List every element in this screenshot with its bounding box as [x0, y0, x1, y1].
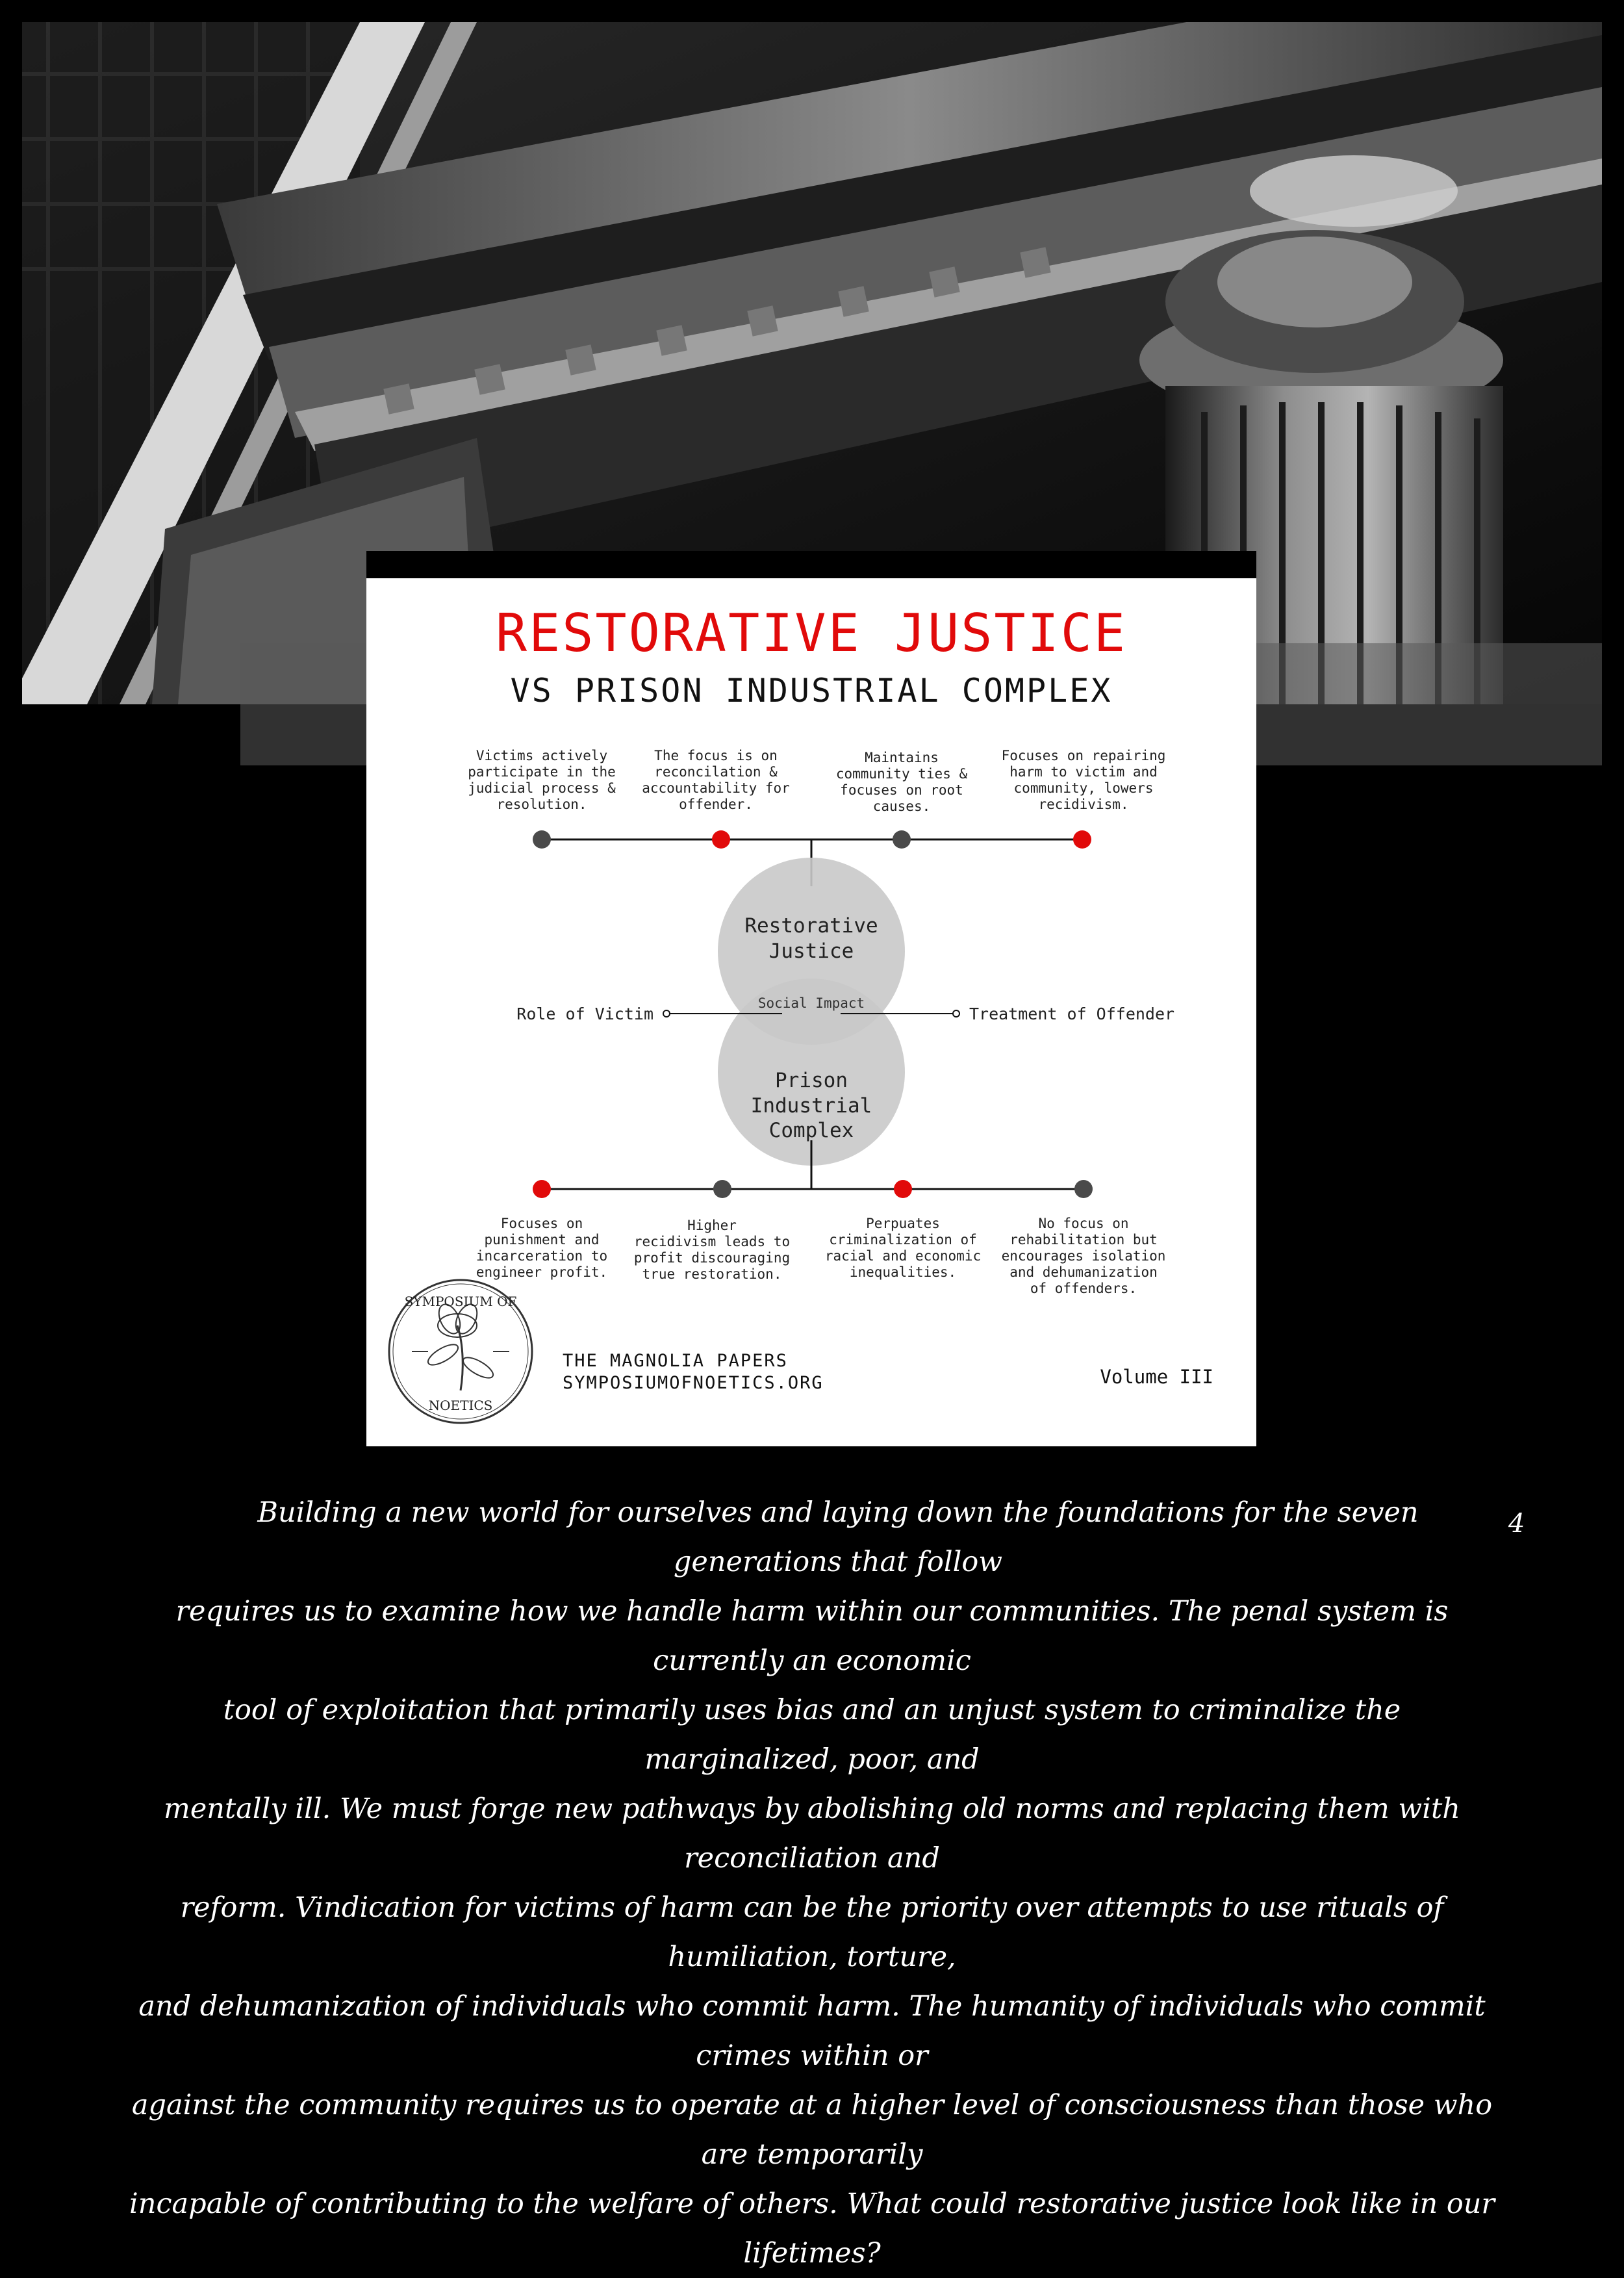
infographic-title: RESTORATIVE JUSTICE	[495, 603, 1128, 663]
top-item-3-line-4: causes.	[872, 799, 931, 814]
role-of-victim-label: Role of Victim	[516, 1005, 653, 1023]
symposium-seal-logo	[389, 1280, 532, 1423]
website-label: SYMPOSIUMOFNOETICS.ORG	[563, 1373, 824, 1393]
bottom-item-4-line-1: No focus on	[1038, 1216, 1129, 1231]
bottom-item-2-line-1: Higher	[687, 1218, 737, 1233]
top-item-4-line-2: harm to victim and	[1009, 764, 1158, 780]
bottom-dot-1	[533, 1180, 551, 1198]
top-item-2-line-1: The focus is on	[654, 748, 778, 763]
body-line: tool of exploitation that primarily uses bias and an unjust system to criminalize the marginalized, poor, and	[223, 1694, 1401, 1776]
circle-top-line-1: Restorative	[744, 914, 878, 938]
bottom-item-4-line-5: of offenders.	[1030, 1281, 1137, 1296]
body-line: incapable of contributing to the welfare of others. What could restorative justice look like in our lifetimes?	[129, 2188, 1495, 2270]
circle-bottom-line-1: Prison	[775, 1069, 848, 1092]
bottom-dot-3	[894, 1180, 912, 1198]
circle-bottom-line-2: Industrial	[750, 1094, 872, 1118]
body-line: Building a new world for ourselves and laying down the foundations for the seven generations that follow	[257, 1496, 1419, 1578]
bottom-item-4-line-2: rehabilitation but	[1009, 1232, 1158, 1248]
top-item-3-line-3: focuses on root	[840, 782, 963, 798]
volume-label: Volume III	[1100, 1366, 1213, 1388]
bottom-dot-2	[713, 1180, 731, 1198]
bottom-item-3-line-4: inequalities.	[849, 1264, 957, 1280]
bottom-item-1-line-4: engineer profit.	[476, 1264, 608, 1280]
bottom-item-4-line-3: encourages isolation	[1001, 1248, 1166, 1264]
body-line: against the community requires us to operate at a higher level of consciousness than those who are temporarily	[131, 2089, 1493, 2171]
top-item-1-line-4: resolution.	[496, 797, 587, 812]
top-item-2-line-2: reconcilation &	[654, 764, 778, 780]
social-impact-label: Social Impact	[757, 995, 865, 1011]
right-connector-end	[953, 1010, 959, 1017]
circle-bottom-line-3: Complex	[768, 1119, 854, 1142]
top-dot-2	[712, 830, 730, 849]
infographic-card	[366, 578, 1256, 1446]
top-item-3-line-2: community ties &	[835, 766, 968, 782]
seal-bottom-text: NOETICS	[428, 1398, 493, 1413]
bottom-item-2-line-4: true restoration.	[642, 1266, 782, 1282]
bottom-item-4-line-4: and dehumanization	[1009, 1264, 1158, 1280]
top-dot-3	[893, 830, 911, 849]
top-item-1-line-1: Victims actively	[476, 748, 608, 763]
bottom-item-1-line-1: Focuses on	[500, 1216, 583, 1231]
bottom-item-2-line-3: profit discouraging	[633, 1250, 791, 1266]
top-item-4-line-1: Focuses on repairing	[1001, 748, 1166, 763]
body-line: reform. Vindication for victims of harm can be the priority over attempts to use rituals of humiliation, torture,	[180, 1891, 1444, 1973]
left-connector-end	[663, 1010, 670, 1017]
bottom-item-3-line-2: criminalization of	[829, 1232, 977, 1248]
top-dot-4	[1073, 830, 1091, 849]
infographic-subtitle: VS PRISON INDUSTRIAL COMPLEX	[510, 672, 1113, 710]
card-top-bar	[366, 551, 1256, 578]
body-line: requires us to examine how we handle harm within our communities. The penal system is currently an economic	[175, 1595, 1449, 1677]
bottom-dot-4	[1074, 1180, 1093, 1198]
top-item-1-line-3: judicial process &	[468, 780, 616, 796]
top-item-2-line-3: accountability for	[642, 780, 790, 796]
top-item-4-line-3: community, lowers	[1013, 780, 1154, 796]
top-item-1-line-2: participate in the	[468, 764, 616, 780]
page-number: 4	[1508, 1509, 1525, 1539]
body-line: mentally ill. We must forge new pathways by abolishing old norms and replacing them with reconciliation and	[164, 1793, 1460, 1875]
bottom-item-1-line-3: incarceration to	[476, 1248, 608, 1264]
seal-top-text: SYMPOSIUM OF	[404, 1294, 517, 1309]
top-item-3-line-1: Maintains	[865, 750, 939, 765]
top-dot-1	[533, 830, 551, 849]
bottom-item-2-line-2: recidivism leads to	[633, 1234, 791, 1249]
infographic-diagram	[366, 578, 1256, 1446]
top-item-2-line-4: offender.	[679, 797, 753, 812]
bottom-item-1-line-2: punishment and	[484, 1232, 600, 1248]
treatment-of-offender-label: Treatment of Offender	[969, 1005, 1175, 1023]
bottom-item-3-line-3: racial and economic	[824, 1248, 982, 1264]
top-item-4-line-4: recidivism.	[1038, 797, 1129, 812]
magnolia-papers-label: THE MAGNOLIA PAPERS	[563, 1351, 788, 1371]
body-line: and dehumanization of individuals who commit harm. The humanity of individuals who commit crimes within or	[138, 1990, 1486, 2072]
circle-top-line-2: Justice	[768, 940, 854, 963]
body-paragraph	[123, 1488, 1501, 2278]
bottom-item-3-line-1: Perpuates	[866, 1216, 940, 1231]
